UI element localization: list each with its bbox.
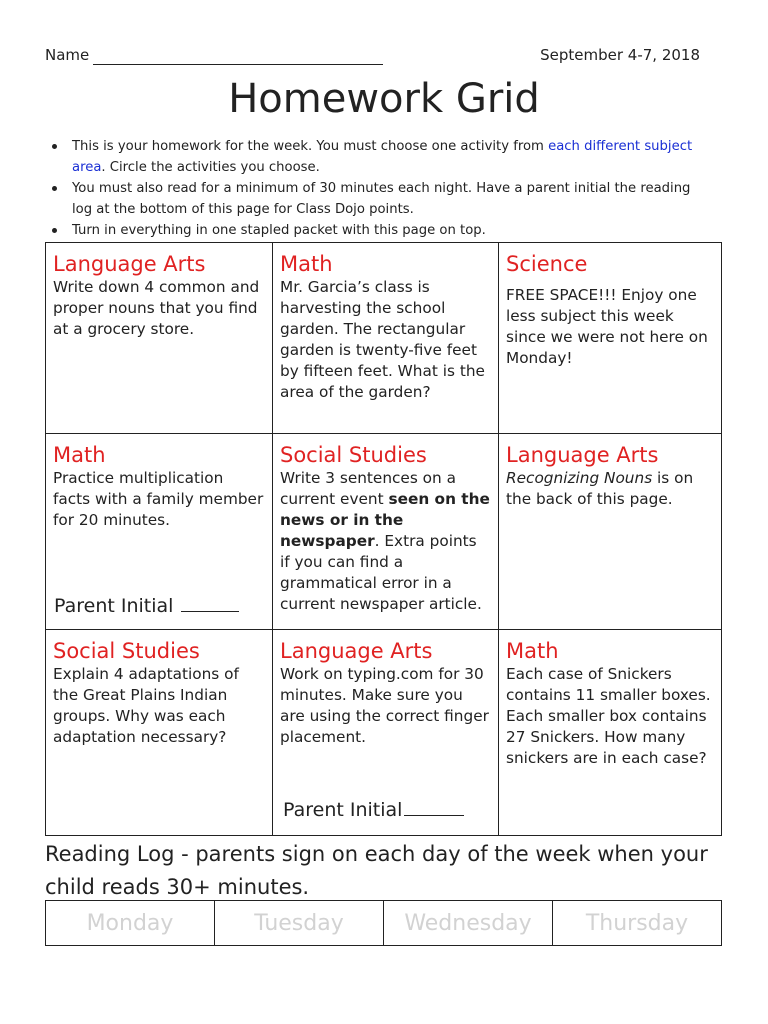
reading-log-day-thursday[interactable]: Thursday (585, 910, 689, 936)
parent-initial-field[interactable] (54, 596, 239, 617)
highlight-text: each different (548, 139, 641, 154)
subject-heading: Science (506, 252, 588, 276)
name-field-line[interactable] (93, 64, 383, 65)
bold-text: seen on the news or in the newspaper (280, 490, 490, 550)
instructions-list (50, 136, 710, 241)
activity-text: Explain 4 adaptations of the Great Plains Indian groups. Why was each adaptation necessary? (53, 665, 239, 746)
subject-heading: Math (506, 639, 559, 663)
subject-heading: Language Arts (280, 639, 433, 663)
parent-initial-line (181, 611, 239, 612)
activity-text: Practice multiplication facts with a family member for 20 minutes. (53, 469, 264, 529)
highlight-text: subject area (72, 139, 693, 175)
grid-cell-math-2[interactable] (46, 434, 273, 630)
subject-heading: Math (53, 443, 106, 467)
activity-text: Each case of Snickers contains 11 smaller boxes. Each smaller box contains 27 Snickers. How many snickers are in each case? (506, 665, 711, 767)
instruction-item: This is your homework for the week. You must choose one activity from each different subject area. Circle the activities you choose. (50, 136, 710, 178)
subject-heading: Math (280, 252, 333, 276)
header-row (45, 46, 700, 70)
parent-initial-label: Parent Initial (283, 799, 403, 821)
instruction-item: You must also read for a minimum of 30 minutes each night. Have a parent initial the reading log at the bottom of this page for Class Dojo points. (50, 178, 710, 220)
name-label: Name (45, 46, 90, 64)
date-text: September 4-7, 2018 (540, 46, 700, 64)
subject-heading: Social Studies (53, 639, 200, 663)
reading-log-table (45, 900, 722, 946)
activity-text: FREE SPACE!!! Enjoy one less subject this week since we were not here on Monday! (506, 286, 708, 367)
parent-initial-line (404, 815, 464, 816)
activity-text: Work on typing.com for 30 minutes. Make sure you are using the correct finger placement. (280, 665, 489, 746)
activity-text: Write 3 sentences on a current event seen on the news or in the newspaper. Extra points if you can find a grammatical error in a current newspaper article. (280, 469, 490, 613)
subject-heading: Social Studies (280, 443, 427, 467)
italic-text: Recognizing Nouns (506, 469, 653, 487)
reading-log-day-monday[interactable]: Monday (46, 901, 215, 945)
grid-cell-math-3[interactable] (499, 630, 721, 835)
grid-cell-language-arts-1[interactable] (46, 243, 273, 434)
activity-text: Recognizing Nouns is on the back of this page. (506, 469, 694, 508)
activity-text: Write down 4 common and proper nouns that you find at a grocery store. (53, 278, 260, 338)
subject-heading: Language Arts (53, 252, 206, 276)
grid-cell-social-studies-2[interactable] (46, 630, 273, 835)
subject-heading: Language Arts (506, 443, 659, 467)
grid-cell-language-arts-2[interactable] (499, 434, 721, 630)
page-title: Homework Grid (228, 76, 540, 122)
parent-initial-field[interactable] (283, 800, 464, 821)
grid-cell-social-studies-1[interactable] (273, 434, 499, 630)
reading-log-instructions: Reading Log - parents sign on each day of the week when your child reads 30+ minutes. (45, 842, 708, 899)
reading-log-day-tuesday[interactable]: Tuesday (215, 901, 384, 945)
grid-cell-math-1[interactable] (273, 243, 499, 434)
instruction-item: Turn in everything in one stapled packet with this page on top. (50, 220, 710, 241)
reading-log-day-wednesday[interactable]: Wednesday (384, 901, 553, 945)
homework-grid (45, 242, 722, 836)
parent-initial-label: Parent Initial (54, 595, 174, 617)
grid-cell-language-arts-3[interactable] (273, 630, 499, 835)
activity-text: Mr. Garcia’s class is harvesting the school garden. The rectangular garden is twenty-five feet by fifteen feet. What is the area of the garden? (280, 278, 485, 401)
grid-cell-science[interactable] (499, 243, 721, 434)
